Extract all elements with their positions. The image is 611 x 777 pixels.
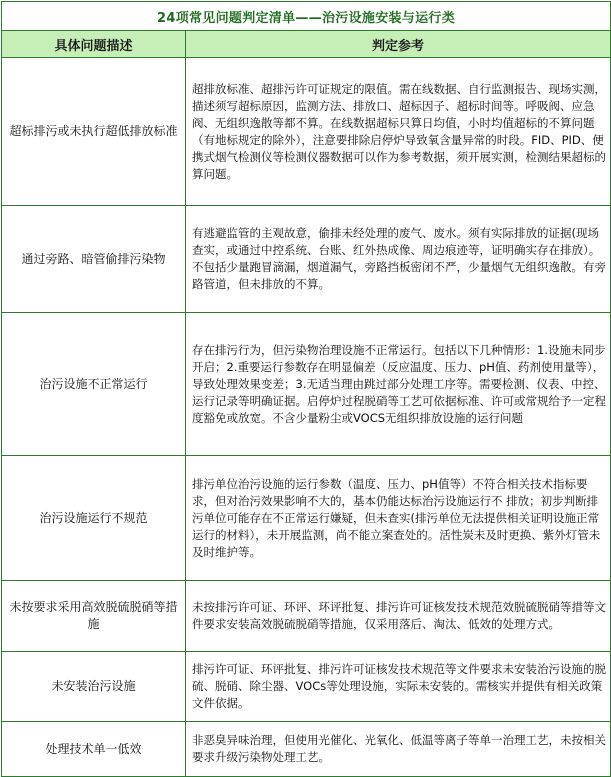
issue-reference: 超排放标准、超排污许可证规定的限值。需在线数据、自行监测报告、现场实测，描述须写超标原因，监测方法、排放口、超标因子、超标时间等。呼吸阀、应急阀、无组织逸散等都不算。在线数据超标只算日均值，小时均值超标的不算问题（有地标规定的除外），注意要排除启停炉导致氧含量异常的时段。FID、PID、便携式烟气检测仪等检测仪器数据可以作为参考数据，须开展实测，检测结果超标的算问题。: [186, 58, 611, 206]
table-row: [2, 722, 611, 777]
checklist-table: [1, 1, 611, 777]
issue-description: 超标排污或未执行超低排放标准: [2, 58, 186, 206]
issue-reference: 存在排污行为，但污染物治理设施不正常运行。包括以下几种情形：1.设施未同步开启；2.重要运行参数存在明显偏差（反应温度、压力、pH值、药剂使用量等），导致处理效果变差；3.无适当理由跳过部分处理工序等。需要检测、仪表、中控、运行记录等明确证据。启停炉过程脱硝等工艺可依据标准、许可或常规给予一定程度豁免或放宽。不含少量粉尘或VOCS无组织排放设施的运行问题: [186, 313, 611, 456]
issue-description: 通过旁路、暗管偷排污染物: [2, 206, 186, 313]
table-title: 24项常见问题判定清单——治污设施安装与运行类: [2, 2, 611, 31]
issue-description: 处理技术单一低效: [2, 722, 186, 777]
issue-description: 治污设施运行不规范: [2, 456, 186, 581]
issue-reference: 排污许可证、环评批复、排污许可证核发技术规范等文件要求未安装治污设施的脱硫、脱硝、除尘器、VOCs等处理设施，实际未安装的。需核实并提供有相关政策文件依据。: [186, 652, 611, 722]
header-description: 具体问题描述: [2, 31, 186, 58]
issue-reference: 非恶臭异味治理，但使用光催化、光氧化、低温等离子等单一治理工艺，未按相关要求升级污染物处理工艺。: [186, 722, 611, 777]
header-row: [2, 31, 611, 58]
issue-description: 未安装治污设施: [2, 652, 186, 722]
header-reference: 判定参考: [186, 31, 611, 58]
table-row: [2, 652, 611, 722]
issue-description: 未按要求采用高效脱硫脱硝等措施: [2, 581, 186, 652]
table-row: [2, 313, 611, 456]
issue-reference: 有逃避监管的主观故意，偷排未经处理的废气、废水。须有实际排放的证据(现场查实，或通过中控系统、台账、红外热成像、周边痕迹等，证明确实存在排放）。不包括少量跑冒滴漏，烟道漏气，旁路挡板密闭不严，少量烟气无组织逸散。有旁路管道，但未排放的不算。: [186, 206, 611, 313]
table-row: [2, 58, 611, 206]
table-row: [2, 456, 611, 581]
issue-description: 治污设施不正常运行: [2, 313, 186, 456]
issue-reference: 未按排污许可证、环评、环评批复、排污许可证核发技术规范效脱硫脱硝等措等文件要求安装高效脱硫脱硝等措施，仅采用落后、淘汰、低效的处理方式。: [186, 581, 611, 652]
table-row: [2, 581, 611, 652]
issue-reference: 排污单位治污设施的运行参数（温度、压力、pH值等）不符合相关技术指标要求，但对治污效果影响不大的，基本仍能达标治污设施运行不 排放；初步判断排污单位可能存在不正常运行嫌疑，但未查实(排污单位无法提供相关证明设施正常运行的材料），未开展监测，尚不能立案查处的。活性炭未及时更换、紫外灯管未及时维护等。: [186, 456, 611, 581]
table-row: [2, 206, 611, 313]
title-row: [2, 2, 611, 31]
